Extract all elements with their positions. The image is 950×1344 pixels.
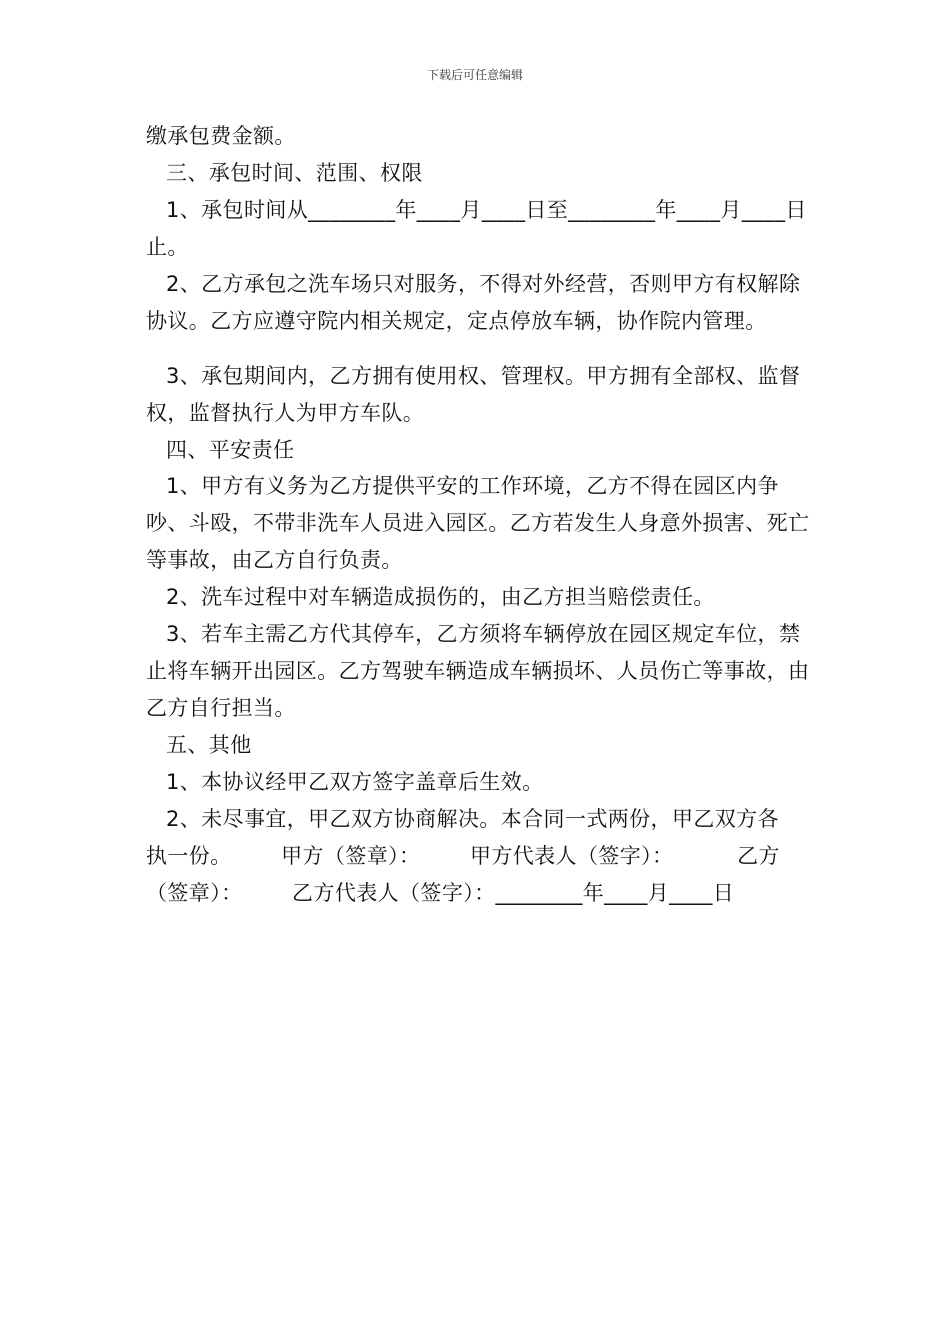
clause-4-1: 1、甲方有义务为乙方提供平安的工作环境，乙方不得在园区内争吵、斗殴，不带非洗车人员进入园区。乙方若发生人身意外损害、死亡等事故，由乙方自行负责。	[146, 474, 810, 572]
clause-3-1: 1、承包时间从________年____月____日至________年____月____日止。	[146, 198, 807, 259]
signature-line-party-b: （签章）： 乙方代表人（签字）：________年____月____日	[146, 881, 735, 905]
signature-line-party-a: 执一份。 甲方（签章）： 甲方代表人（签字）： 乙方	[146, 844, 780, 868]
document-body	[146, 118, 821, 912]
paragraph-fee-continuation: 缴承包费金额。	[146, 124, 296, 148]
clause-3-3: 3、承包期间内，乙方拥有使用权、管理权。甲方拥有全部权、监督权，监督执行人为甲方车队。	[146, 364, 801, 425]
page-header-note: 下载后可任意编辑	[426, 68, 523, 82]
clause-3-2: 2、乙方承包之洗车场只对服务，不得对外经营，否则甲方有权解除协议。乙方应遵守院内相关规定，定点停放车辆，协作院内管理。	[146, 272, 801, 333]
section-heading-4: 四、平安责任	[166, 438, 295, 462]
clause-4-2: 2、洗车过程中对车辆造成损伤的，由乙方担当赔偿责任。	[166, 585, 715, 609]
section-heading-5: 五、其他	[166, 733, 252, 757]
clause-5-2-line: 2、未尽事宜，甲乙双方协商解决。本合同一式两份，甲乙双方各	[166, 807, 779, 831]
section-heading-3: 三、承包时间、范围、权限	[166, 161, 423, 185]
clause-5-1: 1、本协议经甲乙双方签字盖章后生效。	[166, 770, 544, 794]
clause-5-2-signature-block	[146, 801, 821, 912]
clause-4-3: 3、若车主需乙方代其停车，乙方须将车辆停放在园区规定车位，禁止将车辆开出园区。乙方驾驶车辆造成车辆损坏、人员伤亡等事故，由乙方自行担当。	[146, 622, 810, 720]
